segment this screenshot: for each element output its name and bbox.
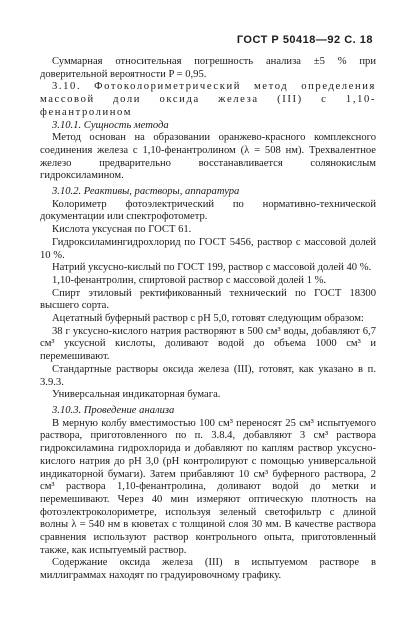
paragraph: В мерную колбу вместимостью 100 см³ переносят 25 см³ испытуемого раствора, приготовленного по п. 3.8.4, добавляют 3 см³ раствора гидроксиламина гидрохлорида и добавляют по каплям раствор уксусно-кислого натрия до pH 3,0 (pH контролируют с помощью универсальной индикаторной бумаги). Затем прибавляют 10 см³ буферного раствора, 2 см³ раствора 1,10-фенантролина, доливают водой до метки и перемешивают. Через 40 мин измеряют оптическую плотность на фотоэлектроколориметре, используя зеленый светофильтр с длиной волны λ = 540 нм в кюветах с толщиной слоя 30 мм. В качестве раствора сравнения используют раствор контрольного опыта, приготовленный также, как испытуемый раствор. <box>40 417 376 556</box>
paragraph: Колориметр фотоэлектрический по нормативно-технической документации или спектрофотометр. <box>40 198 376 223</box>
page-header: ГОСТ Р 50418—92 С. 18 <box>236 34 373 46</box>
paragraph: Кислота уксусная по ГОСТ 61. <box>52 224 192 236</box>
paragraph: Универсальная индикаторная бумага. <box>52 389 221 401</box>
document-body <box>40 56 376 583</box>
paragraph: Гидроксиламингидрохлорид по ГОСТ 5456, раствор с массовой долей 10 %. <box>40 236 376 261</box>
section-heading: 3.10. Фотоколориметрический метод определения массовой доли оксида железа (III) с 1,10-фенантролином <box>40 81 376 118</box>
subsection-heading: 3.10.2. Реактивы, растворы, аппаратура <box>52 186 240 198</box>
paragraph: Метод основан на образовании оранжево-красного комплексного соединения железа с 1,10-фенантролином (λ = 508 нм). Трехвалентное железо предварительно восстанавливается солянокислым гидроксиламином. <box>40 132 376 182</box>
paragraph: Ацетатный буферный раствор с pH 5,0, готовят следующим образом: <box>52 313 364 325</box>
paragraph: 1,10-фенантролин, спиртовой раствор с массовой долей 1 %. <box>52 274 327 286</box>
paragraph: Натрий уксусно-кислый по ГОСТ 199, раствор с массовой долей 40 %. <box>52 262 372 274</box>
paragraph: Содержание оксида железа (III) в испытуемом растворе в миллиграммах находят по градуировочному графику. <box>40 557 376 582</box>
paragraph: 38 г уксусно-кислого натрия растворяют в 500 см³ воды, добавляют 6,7 см³ уксусной кислоты, доливают водой до объема 1000 см³ и перемешивают. <box>40 325 376 363</box>
subsection-heading: 3.10.3. Проведение анализа <box>52 404 175 416</box>
paragraph: Спирт этиловый ректификованный технический по ГОСТ 18300 высшего сорта. <box>40 287 376 312</box>
paragraph: Суммарная относительная погрешность анализа ±5 % при доверительной вероятности P = 0,95. <box>40 56 376 80</box>
subsection-heading: 3.10.1. Сущность метода <box>52 119 169 131</box>
paragraph: Стандартные растворы оксида железа (III), готовят, как указано в п. 3.9.3. <box>40 363 376 388</box>
